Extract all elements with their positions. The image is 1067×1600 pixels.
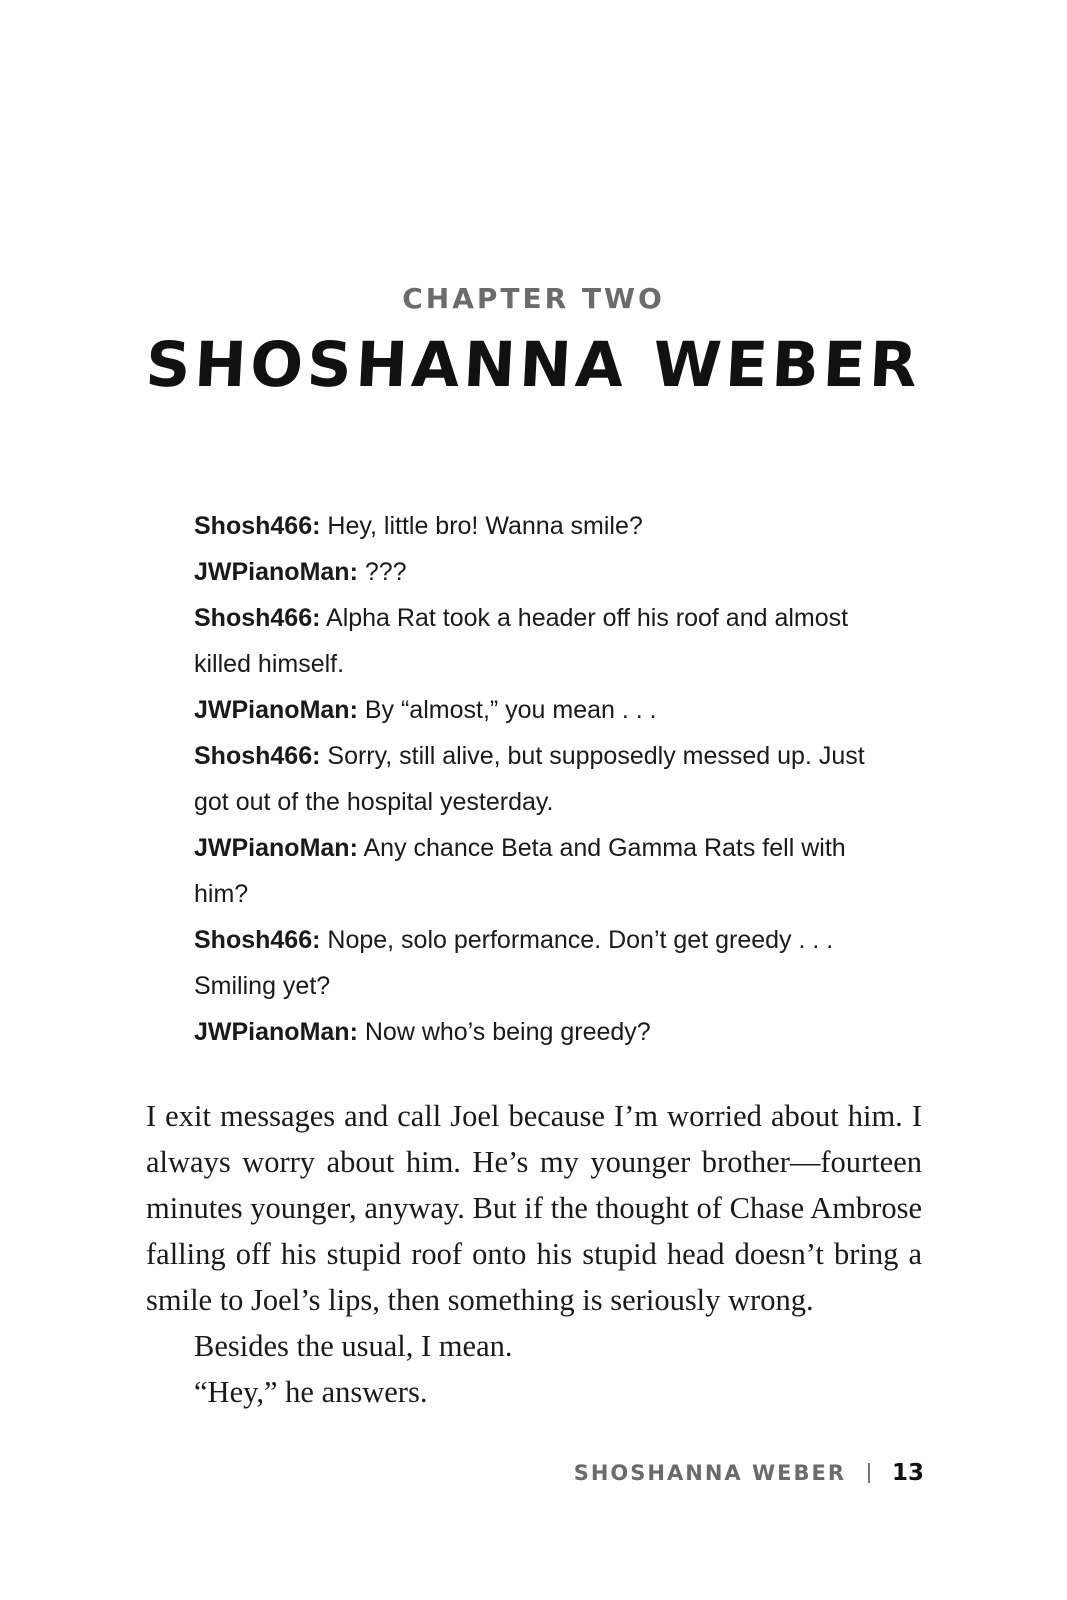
chapter-title: SHOSHANNA WEBER (143, 328, 924, 401)
page-number: 13 (891, 1460, 924, 1486)
chat-username: Shosh466: (194, 926, 321, 954)
chat-username: Shosh466: (194, 742, 321, 770)
paragraph: “Hey,” he answers. (194, 1375, 428, 1409)
chat-username: Shosh466: (194, 604, 321, 632)
page-footer (574, 1460, 924, 1486)
chat-username: JWPianoMan: (194, 834, 358, 862)
chat-text: ??? (364, 558, 407, 586)
running-title: SHOSHANNA WEBER (573, 1461, 846, 1485)
chat-transcript (194, 503, 874, 1055)
chat-message (194, 825, 874, 917)
body-text (146, 1093, 922, 1415)
chat-text: Nope, solo performance. Don’t get greedy . . . Smiling yet? (194, 926, 834, 1000)
chat-message (194, 917, 874, 1009)
chat-text: Now who’s being greedy? (364, 1018, 651, 1046)
chat-username: JWPianoMan: (194, 696, 358, 724)
chat-username: JWPianoMan: (194, 558, 358, 586)
chat-text: Any chance Beta and Gamma Rats fell with him? (194, 834, 846, 908)
chapter-label: CHAPTER TWO (402, 282, 665, 315)
chat-text: By “almost,” you mean . . . (364, 696, 657, 724)
paragraph: Besides the usual, I mean. (194, 1329, 513, 1363)
chat-message (194, 1009, 874, 1055)
chat-text: Alpha Rat took a header off his roof and almost killed himself. (194, 604, 849, 678)
chat-text: Sorry, still alive, but supposedly messed up. Just got out of the hospital yesterday. (194, 742, 865, 816)
chat-message (194, 595, 874, 687)
chat-message (194, 687, 874, 733)
chat-message (194, 733, 874, 825)
chat-text: Hey, little bro! Wanna smile? (327, 512, 643, 540)
paragraph: I exit messages and call Joel because I’m worried about him. I always worry about him. He’s my younger brother—fourteen minutes younger, anyway. But if the thought of Chase Ambrose falling off his stupid roof onto his stupid head doesn’t bring a smile to Joel’s lips, then something is seriously wrong. (146, 1099, 922, 1317)
chat-username: JWPianoMan: (194, 1018, 358, 1046)
chat-username: Shosh466: (194, 512, 321, 540)
chat-message (194, 503, 874, 549)
footer-divider (868, 1463, 870, 1483)
chat-message (194, 549, 874, 595)
